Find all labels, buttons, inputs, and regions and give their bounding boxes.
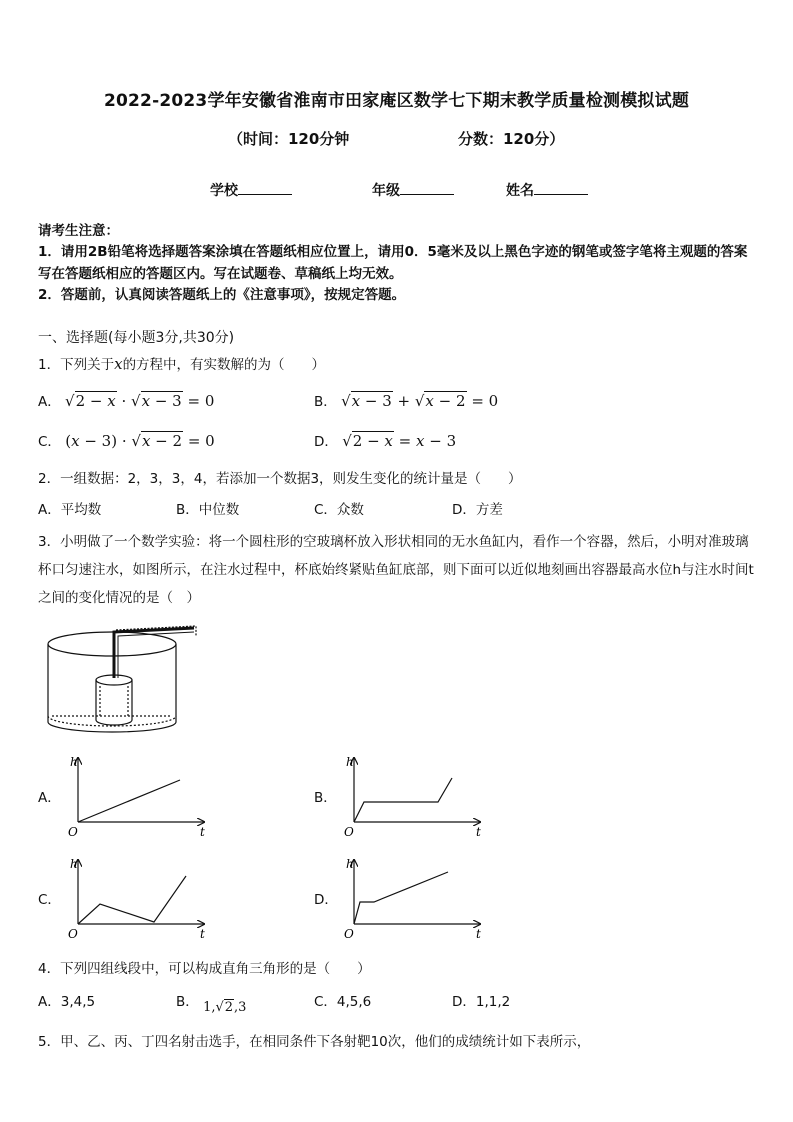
q3-option-d-label: D． [314,892,338,908]
q3-graph-a [64,752,214,838]
q1-option-a-label: A． [38,394,61,410]
q2-stem: 2．一组数据：2，3，3，4，若添加一个数据3，则发生变化的统计量是（ ） [38,471,522,487]
q4-option-b [176,990,247,1015]
graph-d-o: O [344,927,354,940]
graph-b-h: h [346,755,354,769]
q1-option-d [314,430,456,450]
q1-option-c [38,430,215,450]
q4-option-c: C．4,5,6 [314,994,372,1010]
q4-option-b-label: B． [176,994,199,1010]
q1-option-a [38,390,214,410]
q1-option-b [314,390,498,410]
q1-option-a-formula: √2 − x · √x − 3 = 0 [65,392,215,410]
exam-time: （时间：120分钟 [228,130,350,148]
q4-option-b-value: 1,√2,3 [203,1000,247,1015]
grade-label: 年级 [372,183,400,199]
graph-b-o: O [344,825,354,838]
q4-b-post: ,3 [234,1000,247,1015]
section-heading: 一、选择题(每小题3分,共30分) [38,330,235,346]
q1-stem-b: 的方程中，有实数解的为（ ） [122,357,326,373]
graph-c-t: t [200,927,205,940]
q2-option-d: D．方差 [452,502,503,518]
notice-heading: 请考生注意： [38,223,119,239]
q3-option-a-label: A． [38,790,61,806]
q1-option-d-label: D． [314,434,338,450]
q3-tank-figure [44,620,212,736]
q4-option-d: D．1,1,2 [452,994,511,1010]
graph-b-line [354,778,452,822]
exam-score: 分数：120分） [458,130,565,148]
q4-b-root: 2 [224,1000,234,1015]
name-blank [534,180,588,195]
name-field [506,180,588,200]
graph-a-line [78,780,180,822]
notice-item-1: 1．请用2B铅笔将选择题答案涂填在答题纸相应位置上，请用0．5毫米及以上黑色字迹的钢笔或签字笔将主观题的答案写在答题纸相应的答题区内。写在试题卷、草稿纸上均无效。 [38,244,748,282]
graph-d-line [354,872,448,924]
grade-field [372,180,454,200]
q1-stem [38,353,325,373]
school-blank [238,180,292,195]
graph-c-h: h [70,857,78,871]
q1-option-b-formula: √x − 3 + √x − 2 = 0 [341,392,499,410]
q2-option-b: B．中位数 [176,502,240,518]
q3-graph-c [64,854,214,940]
tank-top-rim [48,632,176,656]
q4-option-a: A．3,4,5 [38,994,96,1010]
graph-d-h: h [346,857,354,871]
q3-stem: 3．小明做了一个数学实验：将一个圆柱形的空玻璃杯放入形状相同的无水鱼缸内，看作一个容器，然后，小明对准玻璃杯口匀速注水，如图所示，在注水过程中，杯底始终紧贴鱼缸底部，则下面可以近似地刻画出容器最高水位h与注水时间t之间的变化情况的是（ ） [38,534,754,606]
notice-item-2: 2．答题前，认真阅读答题纸上的《注意事项》，按规定答题。 [38,287,406,303]
q1-option-b-label: B． [314,394,337,410]
q3-graph-d [340,854,490,940]
q4-b-pre: 1, [203,1000,216,1015]
graph-a-h: h [70,755,78,769]
q3-option-c-label: C． [38,892,61,908]
q1-var: x [114,355,123,373]
exam-title: 2022-2023学年安徽省淮南市田家庵区数学七下期末教学质量检测模拟试题 [103,91,690,111]
q1-option-c-label: C． [38,434,61,450]
q3-graph-b [340,752,490,838]
q4-stem: 4．下列四组线段中，可以构成直角三角形的是（ ） [38,961,371,977]
name-label: 姓名 [506,183,534,199]
q1-option-c-formula: (x − 3) · √x − 2 = 0 [65,432,215,450]
q2-option-a: A．平均数 [38,502,102,518]
q1-option-d-formula: √2 − x = x − 3 [342,432,457,450]
graph-c-line [78,876,186,924]
graph-d-t: t [476,927,481,940]
q1-stem-a: 1．下列关于 [38,357,115,373]
grade-blank [400,180,454,195]
graph-a-o: O [68,825,78,838]
school-label: 学校 [210,183,238,199]
graph-b-t: t [476,825,481,838]
q3-option-b-label: B． [314,790,337,806]
graph-c-o: O [68,927,78,940]
q5-stem: 5．甲、乙、丙、丁四名射击选手，在相同条件下各射靶10次，他们的成绩统计如下表所示， [38,1034,591,1050]
graph-a-t: t [200,825,205,838]
q2-option-c: C．众数 [314,502,364,518]
school-field [210,180,292,200]
